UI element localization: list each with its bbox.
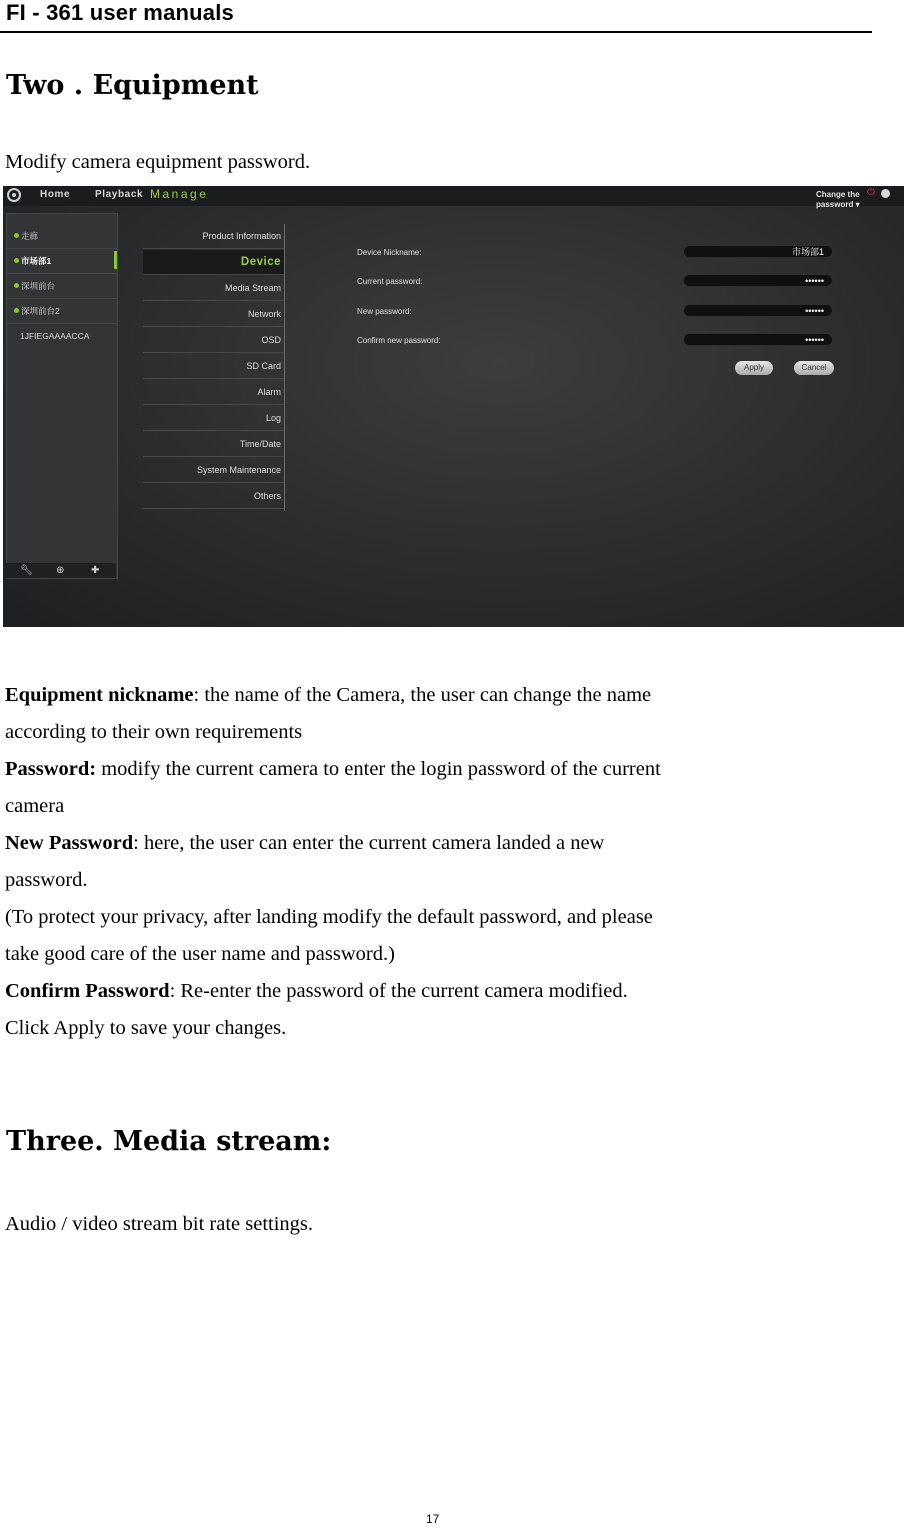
change-password-line2: password ▾ [816, 200, 860, 209]
device-item[interactable] [7, 299, 117, 324]
device-item[interactable] [7, 274, 117, 299]
online-dot-icon [14, 283, 19, 288]
power-icon[interactable]: ⏻ [867, 187, 875, 198]
add-icon[interactable]: ✚ [91, 565, 100, 576]
wrench-icon[interactable]: 🔧︎ [20, 565, 33, 576]
device-label: 走廊 [21, 231, 39, 241]
current-password-input[interactable]: •••••• [683, 274, 833, 287]
new-password-paragraph-line1 [5, 832, 604, 855]
app-top-bar [3, 186, 904, 209]
privacy-note-line1: (To protect your privacy, after landing modify the default password, and please [5, 906, 653, 928]
menu-item-device[interactable]: Device [143, 250, 285, 275]
term-new-password: New Password [5, 832, 134, 854]
nickname-description: : the name of the Camera, the user can change the name [193, 684, 652, 706]
device-item-selected[interactable] [7, 249, 117, 274]
menu-item-others[interactable]: Others [143, 484, 285, 509]
term-password: Password: [5, 758, 97, 780]
document-header-title: FI - 361 user manuals [6, 0, 234, 25]
section-intro-equipment: Modify camera equipment password. [5, 151, 311, 173]
term-confirm-password: Confirm Password [5, 980, 170, 1002]
change-password-menu[interactable] [816, 190, 860, 210]
device-nickname-input[interactable]: 市场部1 [683, 245, 833, 258]
nav-home[interactable]: Home [40, 189, 71, 200]
confirm-password-input[interactable]: •••••• [683, 333, 833, 346]
app-logo-icon [7, 188, 21, 202]
section-heading-equipment: Two . Equipment [6, 70, 259, 101]
change-password-line1: Change the [816, 190, 860, 199]
apply-instruction: Click Apply to save your changes. [5, 1017, 287, 1039]
new-password-label: New password: [357, 307, 412, 316]
device-nickname-label: Device Nickname: [357, 248, 422, 257]
apply-button[interactable]: Apply [735, 361, 773, 375]
device-label: 市场部1 [21, 256, 52, 266]
confirm-password-paragraph [5, 980, 628, 1003]
device-list-panel [6, 213, 118, 579]
menu-item-network[interactable]: Network [143, 302, 285, 327]
menu-item-log[interactable]: Log [143, 406, 285, 431]
privacy-note-line2: take good care of the user name and password.) [5, 943, 395, 965]
nav-playback[interactable]: Playback [95, 189, 144, 200]
new-password-paragraph-line2: password. [5, 869, 88, 891]
header-rule [0, 31, 872, 33]
menu-item-sd-card[interactable]: SD Card [143, 354, 285, 379]
cancel-button[interactable]: Cancel [794, 361, 834, 375]
menu-item-alarm[interactable]: Alarm [143, 380, 285, 405]
device-label: 深圳前台2 [21, 306, 60, 316]
current-password-label: Current password: [357, 277, 423, 286]
section-heading-media-stream: Three. Media stream: [6, 1126, 332, 1157]
confirm-password-label: Confirm new password: [357, 336, 441, 345]
page-number: 17 [426, 1512, 440, 1526]
confirm-password-description: : Re-enter the password of the current camera modified. [169, 980, 628, 1002]
password-paragraph-line2: camera [5, 795, 65, 817]
menu-item-time-date[interactable]: Time/Date [143, 432, 285, 457]
search-icon[interactable]: ⊕ [56, 565, 65, 576]
section-intro-media-stream: Audio / video stream bit rate settings. [5, 1213, 314, 1235]
menu-item-osd[interactable]: OSD [143, 328, 285, 353]
nickname-paragraph-line2: according to their own requirements [5, 721, 303, 743]
online-dot-icon [14, 308, 19, 313]
user-icon[interactable] [881, 189, 890, 198]
device-toolbar [6, 563, 116, 578]
menu-item-system-maintenance[interactable]: System Maintenance [143, 458, 285, 483]
online-dot-icon [14, 258, 19, 263]
menu-item-product-information[interactable]: Product Information [143, 224, 285, 249]
new-password-input[interactable]: •••••• [683, 304, 833, 317]
menu-item-media-stream[interactable]: Media Stream [143, 276, 285, 301]
device-label: 深圳前台 [21, 281, 56, 291]
device-item[interactable] [7, 224, 117, 249]
nickname-paragraph-line1 [5, 684, 651, 707]
term-equipment-nickname: Equipment nickname [5, 684, 194, 706]
new-password-description: : here, the user can enter the current camera landed a new [133, 832, 605, 854]
manage-device-screenshot [3, 186, 904, 627]
menu-divider [284, 224, 285, 511]
device-id[interactable]: 1JFIEGAAAACCA [20, 331, 90, 341]
online-dot-icon [14, 233, 19, 238]
password-description: modify the current camera to enter the login password of the current [96, 758, 661, 780]
password-paragraph-line1 [5, 758, 661, 781]
nav-manage[interactable]: Manage [150, 187, 209, 201]
